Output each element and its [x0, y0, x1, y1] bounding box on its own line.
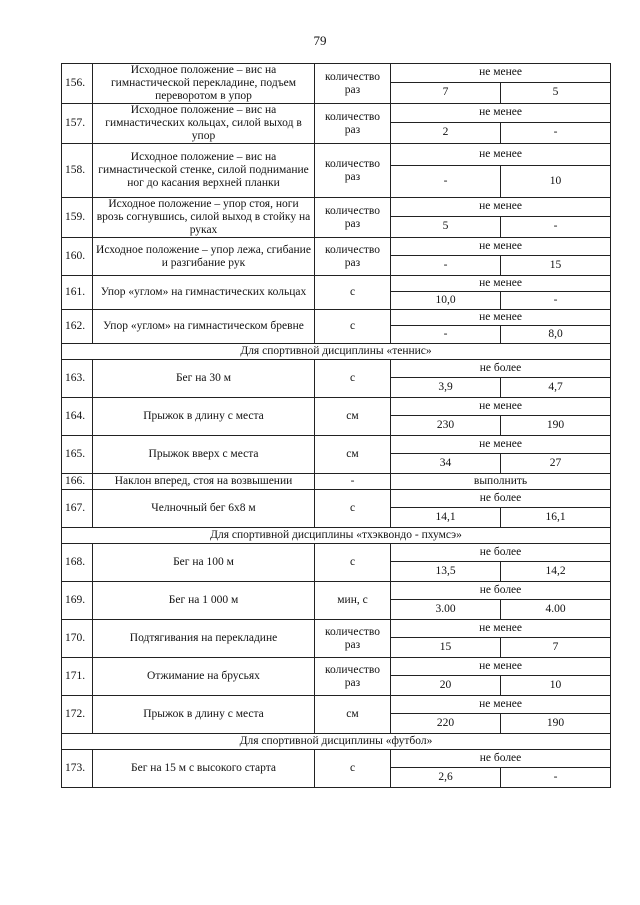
exercise-name: Отжимание на брусьях [93, 658, 315, 696]
value-cell-1: 15 [391, 638, 501, 658]
page-number: 79 [313, 33, 327, 48]
value-cell-1: 20 [391, 676, 501, 696]
row-number: 157. [62, 104, 93, 144]
unit-cell: - [315, 474, 391, 490]
value-cell-2: 7 [501, 638, 611, 658]
unit-cell: с [315, 750, 391, 788]
unit-cell: мин, с [315, 582, 391, 620]
value-cell-1: 5 [391, 216, 501, 237]
condition-cell: не менее [391, 310, 611, 326]
exercise-name: Бег на 100 м [93, 544, 315, 582]
row-number: 159. [62, 198, 93, 238]
value-cell-1: 220 [391, 714, 501, 734]
row-number: 173. [62, 750, 93, 788]
unit-cell: количество раз [315, 104, 391, 144]
value-cell-2: - [501, 292, 611, 310]
unit-cell: с [315, 490, 391, 528]
table-row [62, 64, 611, 83]
value-cell-1: 34 [391, 454, 501, 474]
value-cell-1: 3,9 [391, 378, 501, 398]
exercise-name: Исходное положение – вис на гимнастической стенке, силой поднимание ног до касания верхней планки [93, 144, 315, 198]
table-row [62, 310, 611, 326]
table-row [62, 198, 611, 217]
table-row [62, 360, 611, 378]
section-heading: Для спортивной дисциплины «тхэквондо - пхумсэ» [62, 528, 611, 544]
unit-cell: количество раз [315, 64, 391, 104]
value-cell-2: 16,1 [501, 508, 611, 528]
table-row [62, 104, 611, 123]
value-cell-2: 15 [501, 256, 611, 276]
row-number: 170. [62, 620, 93, 658]
condition-cell: не более [391, 582, 611, 600]
value-cell-1: 230 [391, 416, 501, 436]
condition-cell: не более [391, 544, 611, 562]
value-cell-1: 2,6 [391, 768, 501, 788]
value-cell-2: 10 [501, 676, 611, 696]
value-cell-1: - [391, 256, 501, 276]
condition-cell: не менее [391, 658, 611, 676]
section-row [62, 344, 611, 360]
condition-cell: не менее [391, 276, 611, 292]
row-number: 167. [62, 490, 93, 528]
exercise-name: Исходное положение – упор лежа, сгибание и разгибание рук [93, 238, 315, 276]
condition-cell: не менее [391, 696, 611, 714]
exercise-name: Прыжок вверх с места [93, 436, 315, 474]
value-cell: выполнить [391, 474, 611, 490]
exercise-name: Упор «углом» на гимнастическом бревне [93, 310, 315, 344]
table-row [62, 436, 611, 454]
table-row [62, 582, 611, 600]
unit-cell: см [315, 696, 391, 734]
row-number: 160. [62, 238, 93, 276]
condition-cell: не менее [391, 238, 611, 256]
row-number: 171. [62, 658, 93, 696]
value-cell-2: 14,2 [501, 562, 611, 582]
table-row [62, 620, 611, 638]
value-cell-2: 8,0 [501, 326, 611, 344]
exercise-name: Подтягивания на перекладине [93, 620, 315, 658]
value-cell-2: 5 [501, 82, 611, 103]
unit-cell: с [315, 276, 391, 310]
unit-cell: количество раз [315, 620, 391, 658]
exercise-name: Бег на 1 000 м [93, 582, 315, 620]
value-cell-1: - [391, 326, 501, 344]
unit-cell: количество раз [315, 198, 391, 238]
section-heading: Для спортивной дисциплины «футбол» [62, 734, 611, 750]
value-cell-2: 27 [501, 454, 611, 474]
exercise-name: Бег на 15 м с высокого старта [93, 750, 315, 788]
exercise-name: Челночный бег 6х8 м [93, 490, 315, 528]
unit-cell: количество раз [315, 238, 391, 276]
value-cell-2: - [501, 768, 611, 788]
exercise-name: Упор «углом» на гимнастических кольцах [93, 276, 315, 310]
exercise-name: Наклон вперед, стоя на возвышении [93, 474, 315, 490]
row-number: 165. [62, 436, 93, 474]
unit-cell: количество раз [315, 144, 391, 198]
exercise-name: Бег на 30 м [93, 360, 315, 398]
value-cell-1: - [391, 166, 501, 198]
exercise-name: Исходное положение – упор стоя, ноги врозь согнувшись, силой выход в стойку на руках [93, 198, 315, 238]
value-cell-1: 10,0 [391, 292, 501, 310]
table-row [62, 144, 611, 166]
row-number: 169. [62, 582, 93, 620]
table-row [62, 750, 611, 768]
value-cell-2: 4.00 [501, 600, 611, 620]
norms-table [61, 63, 611, 788]
condition-cell: не менее [391, 620, 611, 638]
value-cell-2: 190 [501, 714, 611, 734]
row-number: 161. [62, 276, 93, 310]
table-row [62, 544, 611, 562]
value-cell-2: - [501, 122, 611, 143]
row-number: 164. [62, 398, 93, 436]
value-cell-2: 190 [501, 416, 611, 436]
exercise-name: Исходное положение – вис на гимнастических кольцах, силой выход в упор [93, 104, 315, 144]
section-heading: Для спортивной дисциплины «теннис» [62, 344, 611, 360]
condition-cell: не менее [391, 144, 611, 166]
unit-cell: количество раз [315, 658, 391, 696]
table-row [62, 696, 611, 714]
table-row [62, 490, 611, 508]
value-cell-1: 7 [391, 82, 501, 103]
value-cell-2: 10 [501, 166, 611, 198]
exercise-name: Прыжок в длину с места [93, 696, 315, 734]
row-number: 158. [62, 144, 93, 198]
section-row [62, 734, 611, 750]
condition-cell: не менее [391, 104, 611, 123]
row-number: 166. [62, 474, 93, 490]
row-number: 168. [62, 544, 93, 582]
value-cell-1: 13,5 [391, 562, 501, 582]
condition-cell: не более [391, 360, 611, 378]
table-row [62, 276, 611, 292]
table-row [62, 398, 611, 416]
condition-cell: не менее [391, 398, 611, 416]
condition-cell: не менее [391, 436, 611, 454]
unit-cell: с [315, 544, 391, 582]
table-row [62, 658, 611, 676]
row-number: 172. [62, 696, 93, 734]
norms-table-body [62, 64, 611, 788]
unit-cell: с [315, 310, 391, 344]
value-cell-1: 3.00 [391, 600, 501, 620]
row-number: 156. [62, 64, 93, 104]
condition-cell: не менее [391, 64, 611, 83]
condition-cell: не менее [391, 198, 611, 217]
value-cell-1: 2 [391, 122, 501, 143]
unit-cell: см [315, 398, 391, 436]
unit-cell: см [315, 436, 391, 474]
table-row [62, 238, 611, 256]
row-number: 163. [62, 360, 93, 398]
condition-cell: не более [391, 750, 611, 768]
value-cell-2: 4,7 [501, 378, 611, 398]
value-cell-1: 14,1 [391, 508, 501, 528]
value-cell-2: - [501, 216, 611, 237]
unit-cell: с [315, 360, 391, 398]
table-row [62, 474, 611, 490]
exercise-name: Прыжок в длину с места [93, 398, 315, 436]
row-number: 162. [62, 310, 93, 344]
exercise-name: Исходное положение – вис на гимнастической перекладине, подъем переворотом в упор [93, 64, 315, 104]
condition-cell: не более [391, 490, 611, 508]
section-row [62, 528, 611, 544]
